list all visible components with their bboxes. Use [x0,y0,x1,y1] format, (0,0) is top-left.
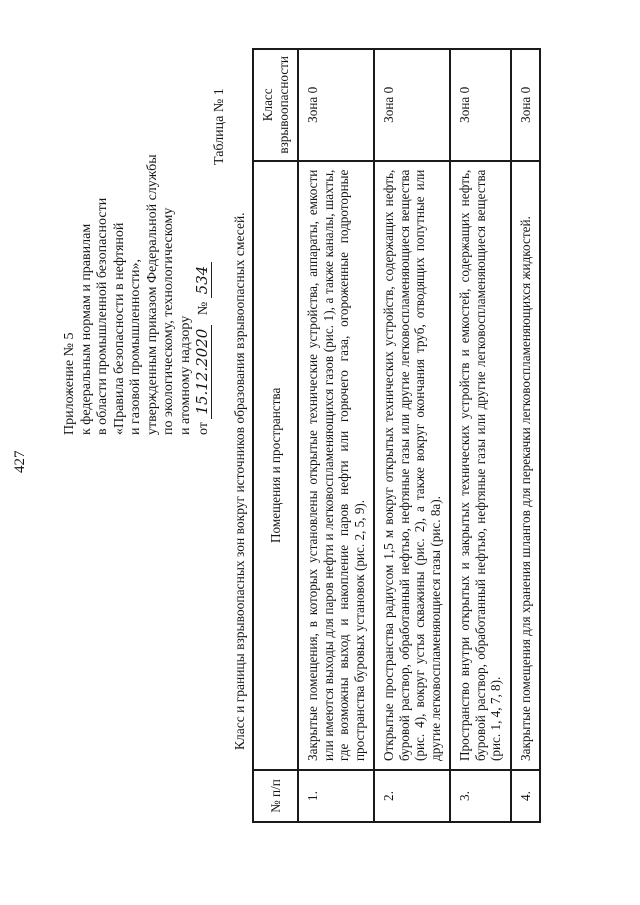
appendix-header [62,135,213,435]
table-caption: Класс и границы взрывоопасных зон вокруг источников образования взрывоопасных смесей. [232,212,247,750]
appendix-line: и атомному надзору [177,315,193,435]
row-description: Закрытые помещения для хранения шлангов для перекачки легковоспламеняющихся жидкостей. [511,161,541,770]
header-num: № п/п [253,770,298,822]
row-num: 1. [298,770,374,822]
handwritten-number: 534 [194,262,212,299]
row-description: Закрытые помещения, в которых установлены открытые технические устройства, аппараты, емкости или имеются выходы для паров нефти и легковоспламеняющихся газов (рис. 1), а также каналы, шахты, где возможны выход и накопление паров нефти или горючего газа, огороженные подроторные пространства буровых установок (рис. 2, 5, 9). [298,161,374,770]
table-label: Таблица № 1 [212,88,227,165]
row-description: Открытые пространства радиусом 1,5 м вокруг открытых технических устройств, содержащих нефть, буровой раствор, обработанный нефтью, нефтяные газы или другие легковоспламеняющиеся вещества (рис. 4), вокруг устья скважины (рис. 2), а также вокруг окончания труб, отводящих попутные или другие легковоспламеняющиеся газы (рис. 8а). [374,161,450,770]
number-label: № [196,301,211,316]
appendix-line: «Правила безопасности в нефтяной [111,222,127,435]
appendix-line: Приложение № 5 [62,332,77,435]
row-zone: Зона 0 [374,49,450,161]
table-row [450,49,511,822]
row-description: Пространство внутри открытых и закрытых технических устройств и емкостей, содержащих нефть, буровой раствор, обработанный нефтью, нефтяные газы или другие легковоспламеняющиеся вещества (рис. 1, 4, 7, 8). [450,161,511,770]
order-date-line [194,135,213,435]
appendix-line: по экологическому, технологическому [161,207,176,435]
header-premises: Помещения и пространства [253,161,298,770]
appendix-line: и газовой промышленности», [128,258,143,435]
handwritten-date: 15.12.2020 [194,325,212,419]
date-prefix: от [196,422,211,435]
appendix-line: утвержденным приказом Федеральной службы [144,154,160,435]
row-zone: Зона 0 [298,49,374,161]
page-number: 427 [12,450,28,473]
row-num: 4. [511,770,541,822]
table-row [511,49,541,822]
header-class: Класс взрывоопасности [253,49,298,161]
zones-table [252,48,541,823]
table-row [298,49,374,822]
table-header-row [253,49,298,822]
appendix-line: в области промышленной безопасности [95,197,110,435]
row-num: 2. [374,770,450,822]
table-row [374,49,450,822]
row-num: 3. [450,770,511,822]
appendix-line: к федеральным нормам и правилам [78,223,94,435]
row-zone: Зона 0 [450,49,511,161]
row-zone: Зона 0 [511,49,541,161]
